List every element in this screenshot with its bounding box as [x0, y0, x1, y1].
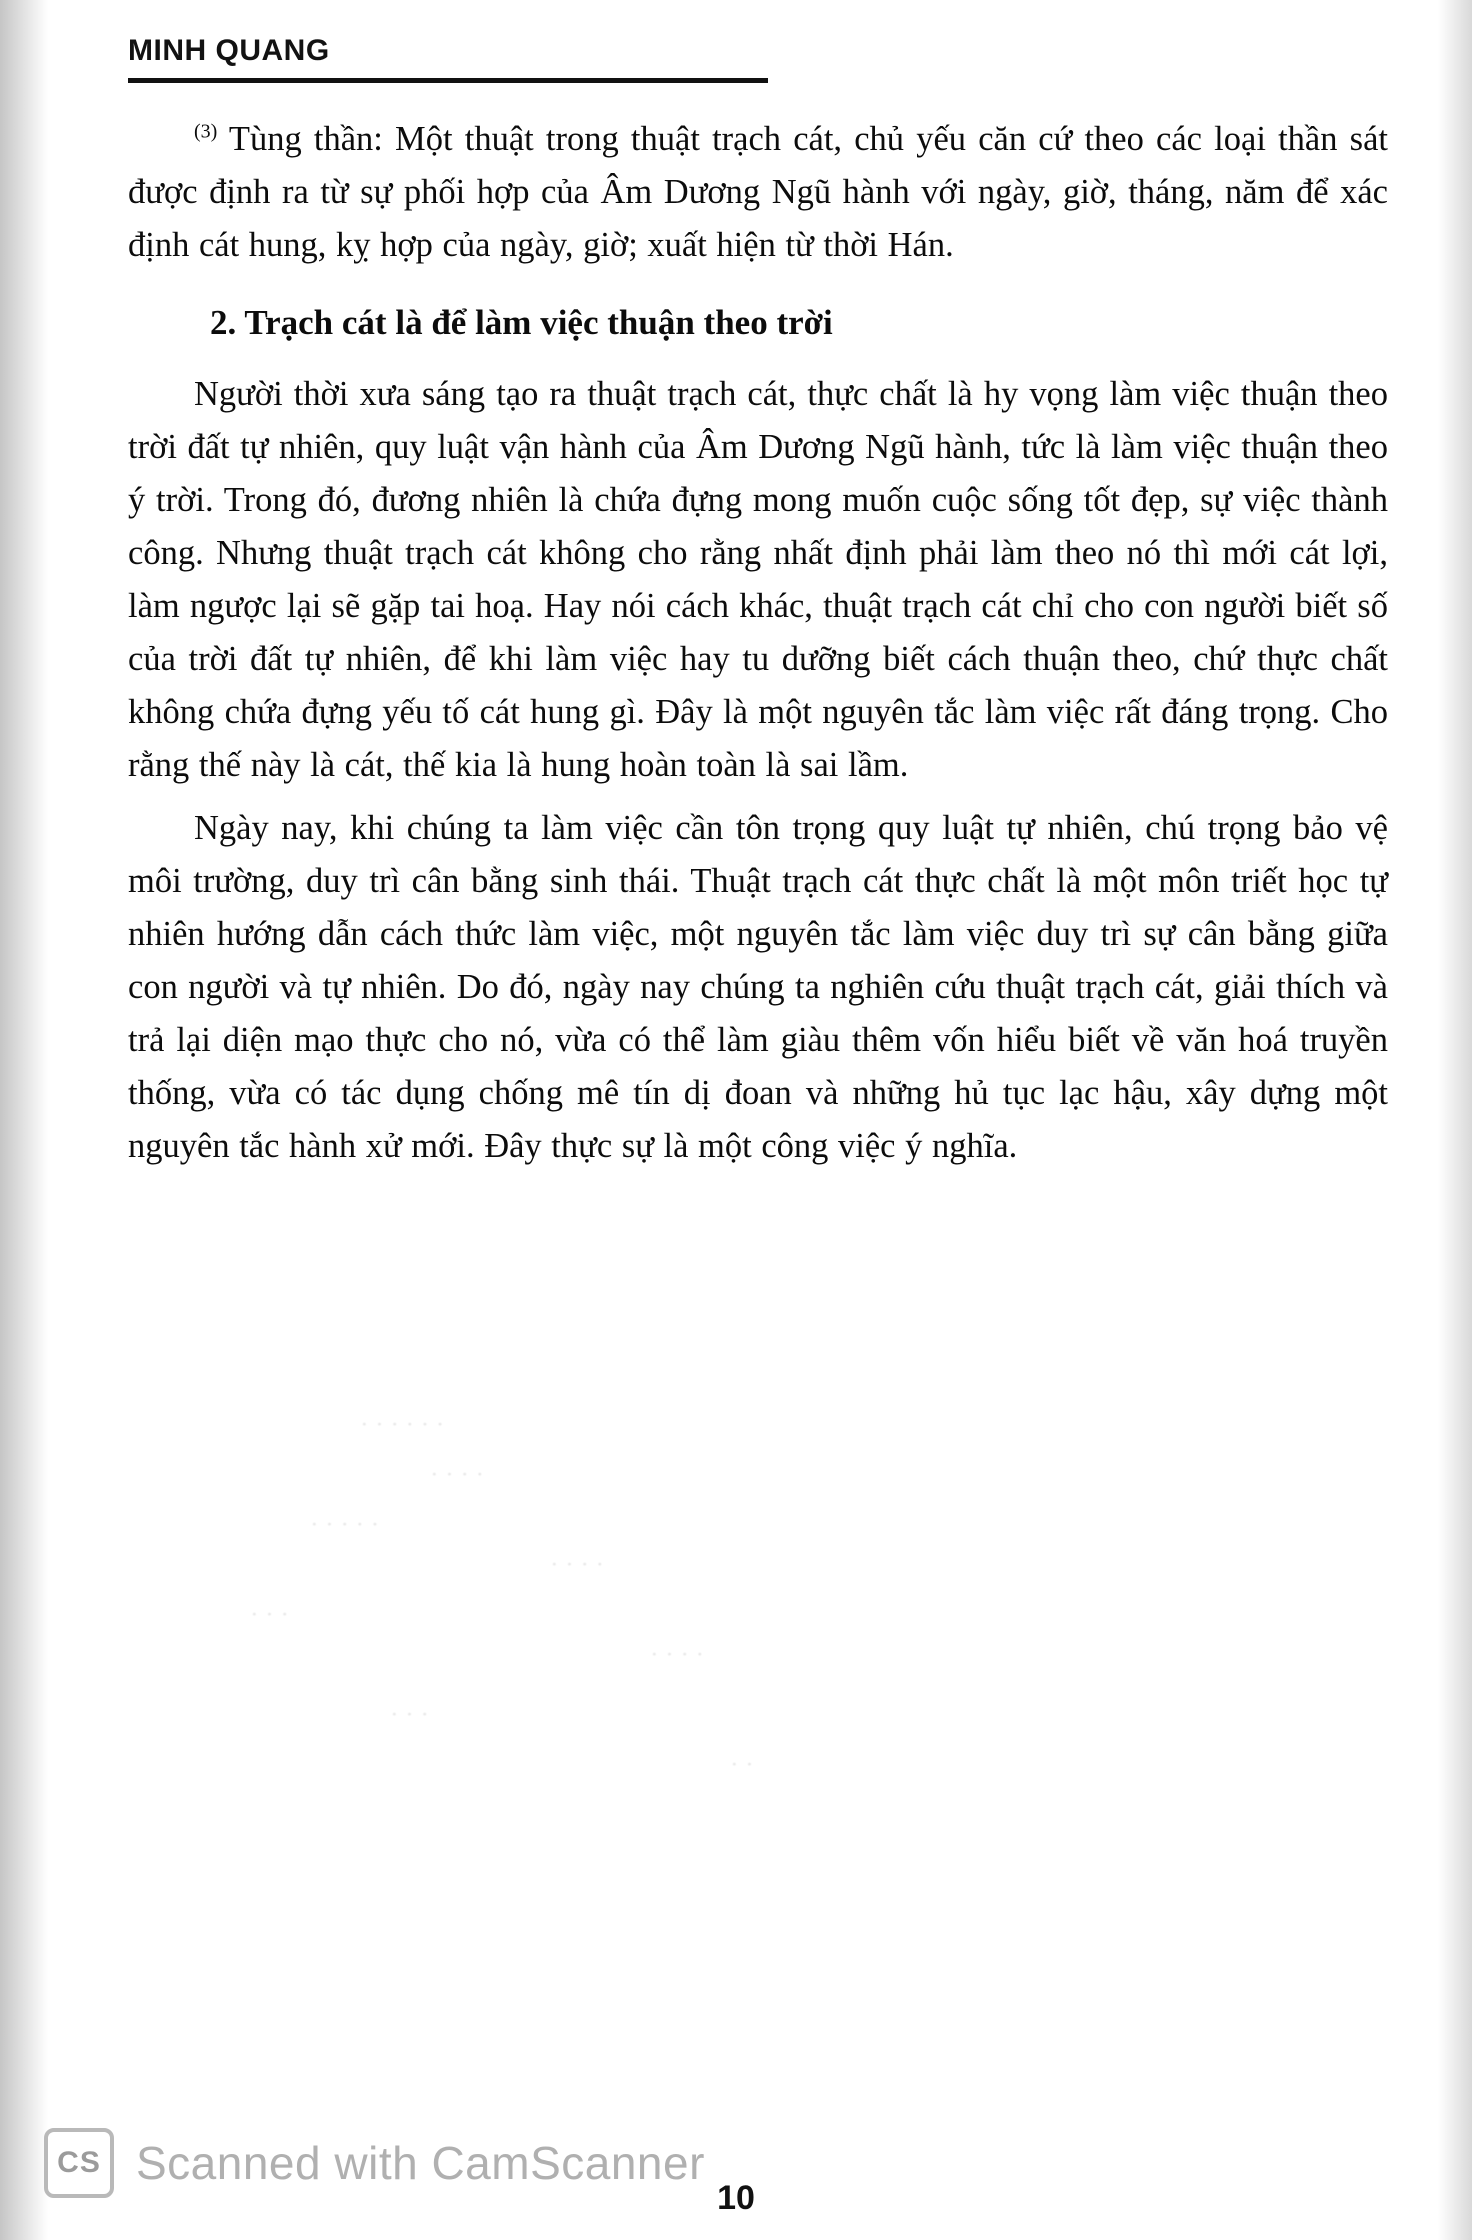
page-content	[128, 34, 1388, 1183]
bleed-through-marks: · · · · · · · · · · · · · · · · · · · · · · · · · · · · · · ·	[250, 1411, 754, 1778]
camscanner-logo-icon: CS	[44, 2128, 114, 2198]
section-heading: 2. Trạch cát là để làm việc thuận theo trời	[210, 303, 833, 342]
running-head: MINH QUANG	[128, 34, 330, 67]
page-number: 10	[717, 2179, 755, 2217]
footnote-paragraph	[128, 113, 1388, 272]
footnote-text: Tùng thần: Một thuật trong thuật trạch cát, chủ yếu căn cứ theo các loại thần sát được định ra từ sự phối hợp của Âm Dương Ngũ hành với ngày, giờ, tháng, năm để xác định cát hung, kỵ hợp của ngày, giờ; xuất hiện từ thời Hán.	[128, 120, 1388, 264]
footnote-marker: (3)	[194, 120, 218, 143]
header-rule	[128, 78, 768, 83]
body-paragraph-1: Người thời xưa sáng tạo ra thuật trạch cát, thực chất là hy vọng làm việc thuận theo trời đất tự nhiên, quy luật vận hành của Âm Dương Ngũ hành, tức là làm việc thuận theo ý trời. Trong đó, đương nhiên là chứa đựng mong muốn cuộc sống tốt đẹp, sự việc thành công. Nhưng thuật trạch cát không cho rằng nhất định phải làm theo nó thì mới cát lợi, làm ngược lại sẽ gặp tai hoạ. Hay nói cách khác, thuật trạch cát chỉ cho con người biết số của trời đất tự nhiên, để khi làm việc hay tu dưỡng biết cách thuận theo, chứ thực chất không chứa đựng yếu tố cát hung gì. Đây là một nguyên tắc làm việc rất đáng trọng. Cho rằng thế này là cát, thế kia là hung hoàn toàn là sai lầm.	[128, 375, 1388, 784]
camscanner-watermark-text: Scanned with CamScanner	[136, 2137, 705, 2189]
body-paragraph-2: Ngày nay, khi chúng ta làm việc cần tôn trọng quy luật tự nhiên, chú trọng bảo vệ môi trường, duy trì cân bằng sinh thái. Thuật trạch cát thực chất là một môn triết học tự nhiên hướng dẫn cách thức làm việc, một nguyên tắc làm việc duy trì sự cân bằng giữa con người và tự nhiên. Do đó, ngày nay chúng ta nghiên cứu thuật trạch cát, giải thích và trả lại diện mạo thực cho nó, vừa có thể làm giàu thêm vốn hiểu biết về văn hoá truyền thống, vừa có tác dụng chống mê tín dị đoan và những hủ tục lạc hậu, xây dựng một nguyên tắc hành xử mới. Đây thực sự là một công việc ý nghĩa.	[128, 809, 1388, 1165]
